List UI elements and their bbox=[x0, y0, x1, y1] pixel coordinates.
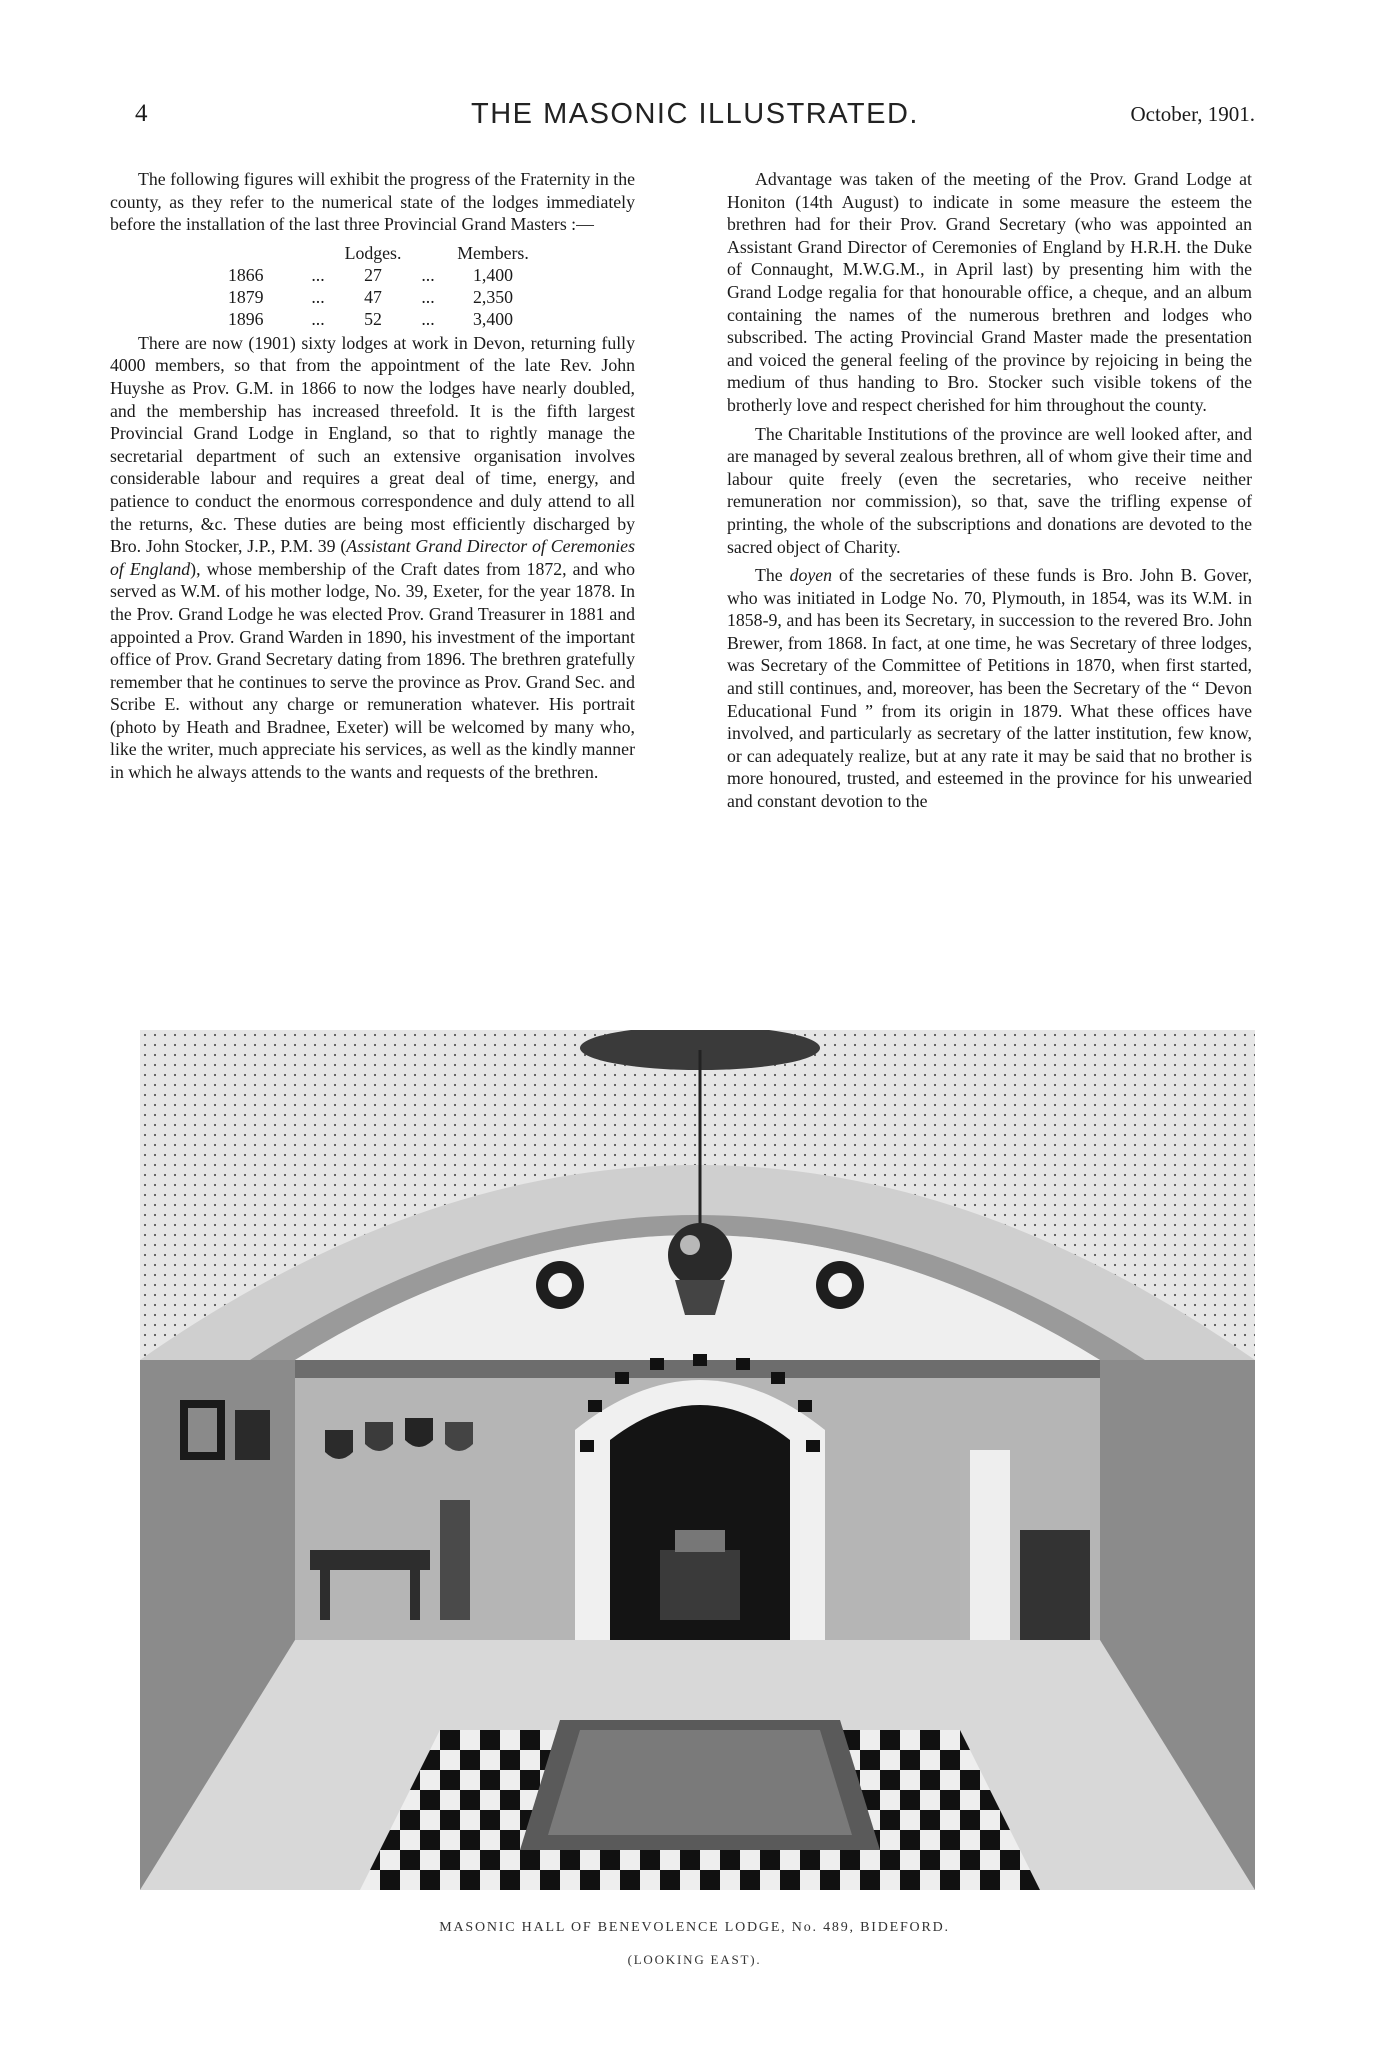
dot-leader: ... bbox=[311, 286, 325, 307]
table-row bbox=[228, 264, 538, 286]
body-text: ), whose membership of the Craft dates from 1872, and who served as W.M. of his mother lodge, No. 39, Exeter, for the year 1878. In the Prov. Grand Lodge he was elected Prov. Grand Treasurer in 1881 and appointed a Prov. Grand Warden in 1890, his investment of the important office of Prov. Grand Secretary dating from 1896. The brethren gratefully remember that he continues to serve the province as Prov. Grand Sec. and Scribe E. without any charge or remuneration whatever. His portrait (photo by Heath and Bradnee, Exeter) will be welcomed by many who, like the writer, much appreciate his services, as well as the kindly manner in which he always attends to the wants and requests of the brethren. bbox=[110, 558, 635, 783]
left-column bbox=[110, 168, 635, 790]
emphasis-text: doyen bbox=[789, 565, 833, 586]
row-year: 1879 bbox=[228, 286, 264, 307]
table-header-row bbox=[228, 242, 538, 264]
intro-paragraph: The following figures will exhibit the progress of the Fraternity in the county, as they refer to the numerical state of the lodges immediately before the installation of the last three Provincial Grand Masters :— bbox=[110, 169, 635, 235]
publication-title: THE MASONIC ILLUSTRATED. bbox=[471, 98, 919, 130]
row-year: 1896 bbox=[228, 308, 264, 329]
figure-caption: MASONIC HALL OF BENEVOLENCE LODGE, No. 489, BIDEFORD. bbox=[439, 1920, 950, 1935]
column-header-members: Members. bbox=[457, 242, 529, 263]
issue-date: October, 1901. bbox=[1130, 102, 1255, 126]
body-paragraph bbox=[727, 564, 1252, 813]
row-lodges: 47 bbox=[364, 286, 382, 307]
row-members: 1,400 bbox=[472, 264, 513, 285]
dot-leader: ... bbox=[311, 264, 325, 285]
row-lodges: 27 bbox=[364, 264, 382, 285]
dot-leader: ... bbox=[311, 308, 325, 329]
dot-leader: ... bbox=[421, 308, 435, 329]
column-header-lodges: Lodges. bbox=[344, 242, 402, 263]
emphasis-text: Assistant Grand Director of Ceremonies of England bbox=[110, 536, 635, 579]
right-column bbox=[727, 168, 1252, 819]
body-text: of the secretaries of these funds is Bro. John B. Gover, who was initiated in Lodge No. 70, Plymouth, in 1854, was its W.M. in 1858-9, and has been its Secretary, in succession to the revered Bro. John Brewer, from 1868. In fact, at one time, he was Secretary of three lodges, was Secretary of the Committee of Petitions in 1870, when first started, and still continues, and, moreover, has been the Secretary of the “ Devon Educational Fund ” from its origin in 1879. What these offices have involved, and particularly as secretary of the latter institution, few know, or can adequately realize, but at any rate it may be said that no brother is more honoured, trusted, and esteemed in the province for his unwearied and constant devotion to the bbox=[727, 565, 1253, 812]
page-number: 4 bbox=[135, 100, 148, 127]
table-row bbox=[228, 308, 538, 330]
row-lodges: 52 bbox=[364, 308, 382, 329]
row-members: 2,350 bbox=[472, 286, 513, 307]
figure-caption-sub: (LOOKING EAST). bbox=[627, 1952, 762, 1967]
body-text: There are now (1901) sixty lodges at work in Devon, returning fully 4000 members, so that from the appointment of the late Rev. John Huyshe as Prov. G.M. in 1866 to now the lodges have nearly doubled, and the membership has increased threefold. It is the fifth largest Provincial Grand Lodge in England, so that to rightly manage the secretarial department of such an extensive organisation involves considerable labour and requires a great deal of time, energy, and patience to conduct the enormous correspondence and duly attend to all the returns, &c. These duties are being most efficiently discharged by Bro. John Stocker, J.P., P.M. 39 ( bbox=[110, 332, 635, 557]
lodge-statistics-table bbox=[228, 242, 538, 330]
row-year: 1866 bbox=[228, 264, 264, 285]
table-row bbox=[228, 286, 538, 308]
row-members: 3,400 bbox=[472, 308, 513, 329]
body-paragraph: The Charitable Institutions of the province are well looked after, and are managed by several zealous brethren, all of whom give their time and labour quite freely (even the secretaries, who receive neither remuneration nor commission), so that, save the trifling expense of printing, the whole of the subscriptions and donations are devoted to the sacred object of Charity. bbox=[727, 423, 1252, 557]
page-header bbox=[135, 100, 1255, 140]
body-paragraph bbox=[110, 332, 635, 784]
body-paragraph: Advantage was taken of the meeting of the Prov. Grand Lodge at Honiton (14th August) to indicate in some measure the esteem the brethren had for their Prov. Grand Secretary (who was appointed an Assistant Grand Director of Ceremonies of England by H.R.H. the Duke of Connaught, M.W.G.M., in April last) by presenting him with the Grand Lodge regalia for that honourable office, a cheque, and an album containing the names of the numerous brethren and lodges who subscribed. The acting Provincial Grand Master made the presentation and voiced the general feeling of the province by rejoicing in being the medium of thus handing to Bro. Stocker such visible tokens of the brotherly love and respect cherished for him throughout the county. bbox=[727, 169, 1252, 415]
lodge-hall-photograph bbox=[140, 1030, 1255, 1890]
dot-leader: ... bbox=[421, 264, 435, 285]
dot-leader: ... bbox=[421, 286, 435, 307]
body-text: The bbox=[755, 565, 790, 586]
photograph-illustration bbox=[140, 1030, 1255, 1890]
